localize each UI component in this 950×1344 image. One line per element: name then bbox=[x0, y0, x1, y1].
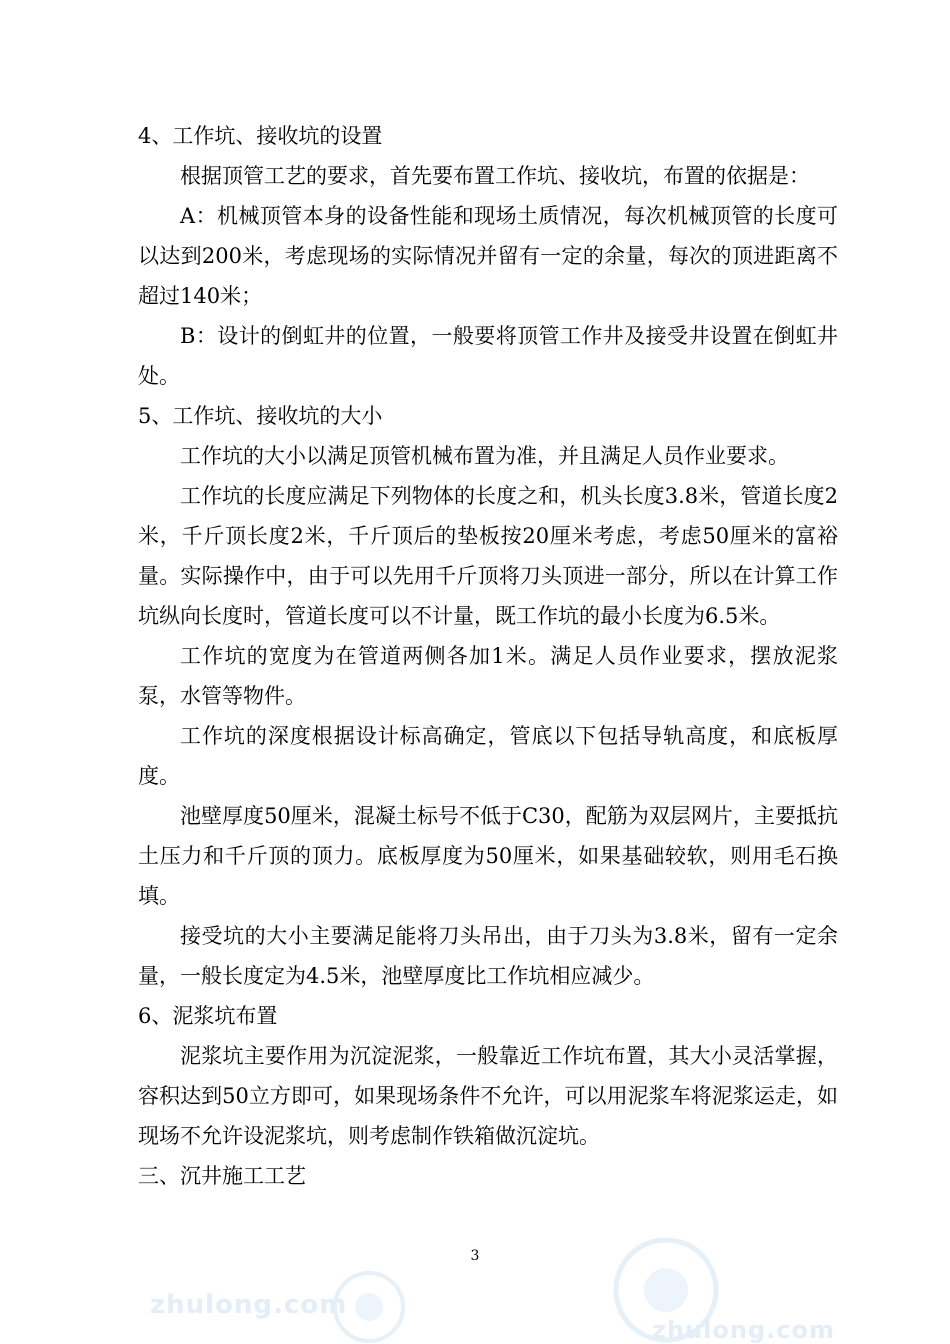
watermark-text-right: zhulong.com bbox=[652, 1316, 835, 1344]
paragraph: 工作坑的深度根据设计标高确定，管底以下包括导轨高度，和底板厚度。 bbox=[138, 724, 838, 788]
paragraph: 接受坑的大小主要满足能将刀头吊出，由于刀头为3.8米，留有一定余量，一般长度定为4.5米，池壁厚度比工作坑相应减少。 bbox=[138, 924, 838, 988]
section-heading: 5、工作坑、接收坑的大小 bbox=[138, 404, 383, 428]
paragraph: 工作坑的宽度为在管道两侧各加1米。满足人员作业要求，摆放泥浆泵，水管等物件。 bbox=[138, 644, 838, 708]
paragraph: 工作坑的大小以满足顶管机械布置为准，并且满足人员作业要求。 bbox=[180, 444, 789, 468]
paragraph: 池壁厚度50厘米，混凝土标号不低于C30，配筋为双层网片，主要抵抗土压力和千斤顶的顶力。底板厚度为50厘米，如果基础较软，则用毛石换填。 bbox=[138, 804, 838, 908]
paragraph: 泥浆坑主要作用为沉淀泥浆，一般靠近工作坑布置，其大小灵活掌握，容积达到50立方即可，如果现场条件不允许，可以用泥浆车将泥浆运走，如现场不允许设泥浆坑，则考虑制作铁箱做沉淀坑。 bbox=[138, 1044, 838, 1148]
paragraph: B：设计的倒虹井的位置，一般要将顶管工作井及接受井设置在倒虹井处。 bbox=[138, 324, 838, 388]
document-body bbox=[138, 116, 838, 1196]
section-heading: 三、沉井施工工艺 bbox=[138, 1164, 306, 1188]
watermark-text-left: zhulong.com bbox=[150, 1290, 348, 1320]
paragraph: 工作坑的长度应满足下列物体的长度之和，机头长度3.8米，管道长度2米，千斤顶长度2米，千斤顶后的垫板按20厘米考虑，考虑50厘米的富裕量。实际操作中，由于可以先用千斤顶将刀头顶进一部分，所以在计算工作坑纵向长度时，管道长度可以不计量，既工作坑的最小长度为6.5米。 bbox=[138, 484, 838, 628]
section-heading: 6、泥浆坑布置 bbox=[138, 1004, 278, 1028]
paragraph: 根据顶管工艺的要求，首先要布置工作坑、接收坑，布置的依据是： bbox=[180, 164, 810, 188]
page-number: 3 bbox=[470, 1248, 480, 1264]
section-heading: 4、工作坑、接收坑的设置 bbox=[138, 124, 383, 148]
paragraph: A：机械顶管本身的设备性能和现场土质情况，每次机械顶管的长度可以达到200米，考虑现场的实际情况并留有一定的余量，每次的顶进距离不超过140米； bbox=[138, 204, 838, 308]
